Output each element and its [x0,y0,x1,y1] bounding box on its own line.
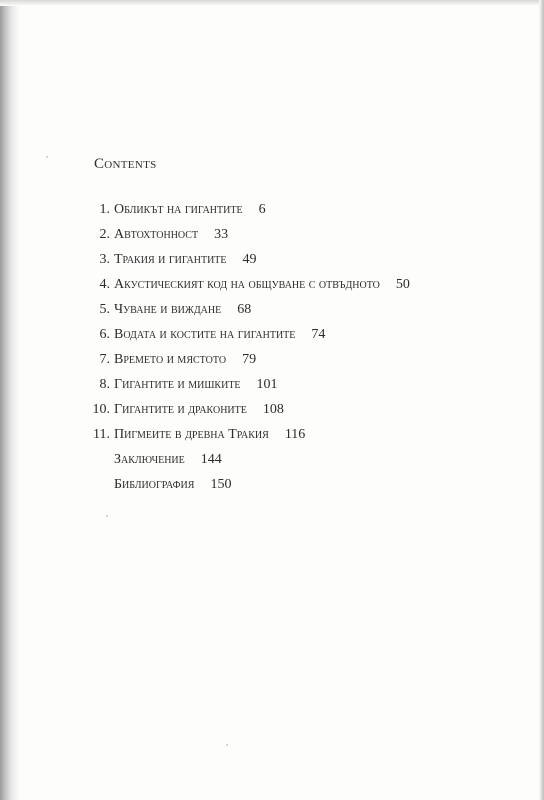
page-top-shadow [0,0,544,6]
toc-entry-page: 101 [256,377,278,392]
toc-entry-number: 6. [99,327,110,342]
toc-entry-page: 79 [242,352,257,367]
toc-entry-page: 50 [395,277,410,292]
toc-entry-title: Автохтонност [114,227,199,242]
contents-heading: Contents [94,156,157,172]
toc-entry-number: 1. [99,202,110,217]
toc-entry-title: Гигантите и мишките [114,377,241,392]
toc-entry-title: Заключение [114,452,185,467]
toc-entry-number: 3. [99,252,110,267]
toc-entry-number: 8. [99,377,110,392]
toc-entry-title: Тракия и гигантите [114,252,227,267]
toc-entry-title: Гигантите и драконите [114,402,247,417]
toc-entry-number: 10. [92,402,110,417]
toc-entry-title: Времето и мястото [114,352,227,367]
toc-entry-page: 33 [214,227,229,242]
toc-entry-number: 7. [99,352,110,367]
toc-entry-title: Библиография [114,477,195,492]
page-right-shadow [539,0,544,800]
toc-entry-page: 144 [200,452,222,467]
toc-entry-page: 108 [262,402,284,417]
toc-entry-title: Обликът на гигантите [114,202,243,217]
toc-entry-number: 5. [99,302,110,317]
scan-speck [106,515,108,517]
toc-entry-page: 74 [311,327,326,342]
toc-entry-page: 6 [258,202,266,217]
scan-speck [226,744,228,746]
toc-entry-number: 11. [93,427,110,442]
toc-entry-title: Чуване и виждане [114,302,222,317]
toc-entry-page: 116 [284,427,306,442]
toc-entry-number: 4. [99,277,110,292]
toc-entry-title: Пигмеите в древна Тракия [114,427,269,442]
toc-entry-number: 2. [99,227,110,242]
toc-entry-title: Акустическият код на общуване с отвъдното [114,277,380,292]
toc-entry-page: 68 [237,302,252,317]
toc-entry-page: 49 [242,252,257,267]
toc-entry-title: Водата и костите на гигантите [114,327,296,342]
toc-entry-page: 150 [210,477,232,492]
scan-speck [46,156,48,158]
